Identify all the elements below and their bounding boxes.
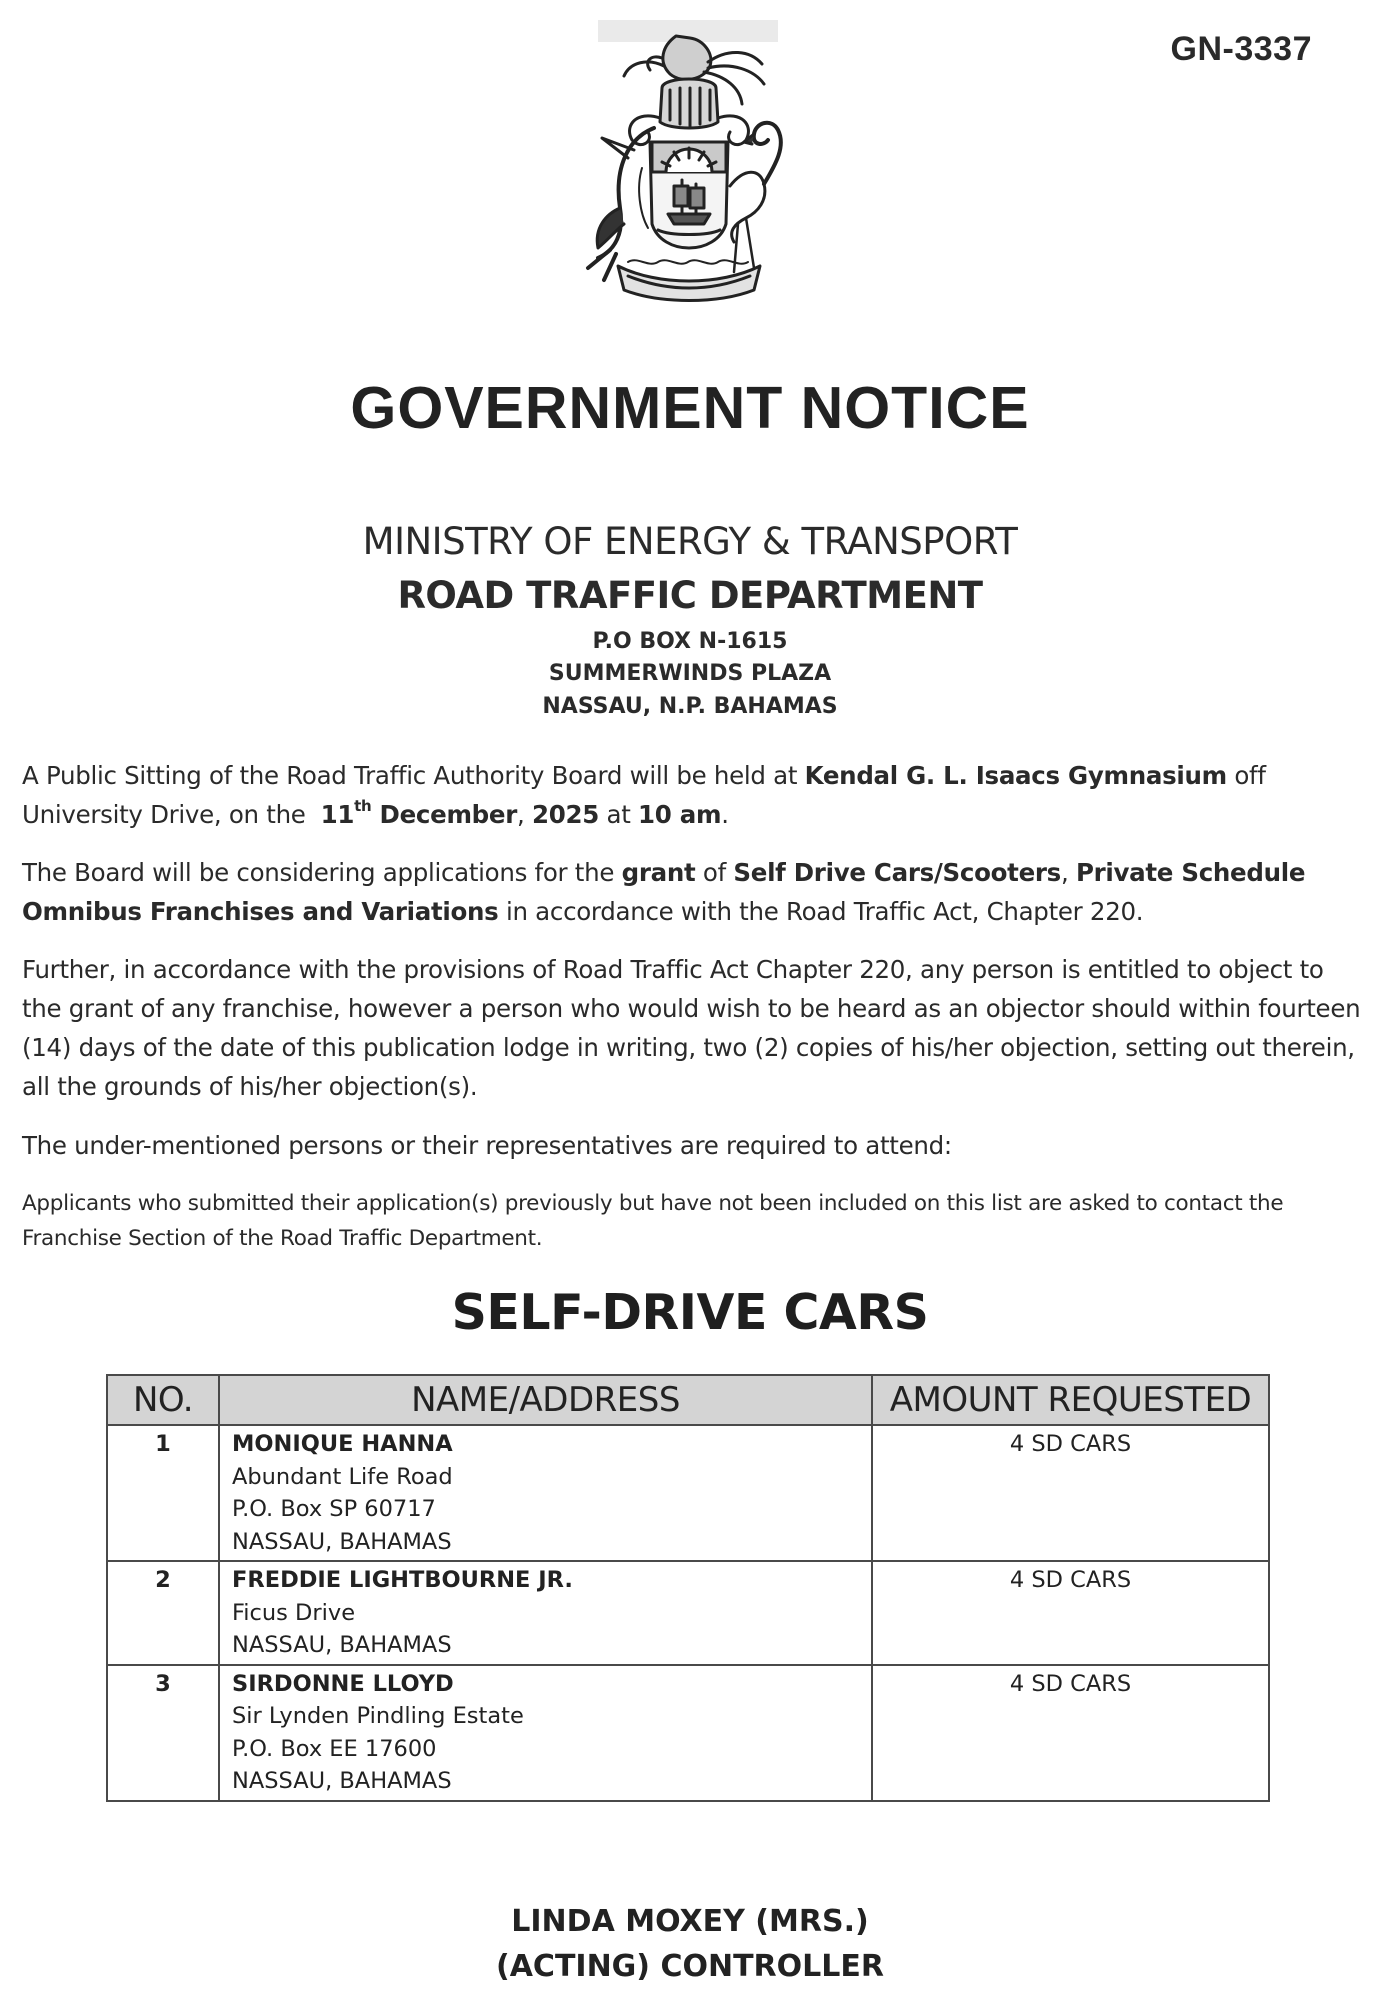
applicant-name: FREDDIE LIGHTBOURNE JR. (232, 1567, 573, 1593)
amount-requested: 4 SD CARS (872, 1425, 1269, 1561)
section-title: SELF-DRIVE CARS (451, 1284, 929, 1341)
applicant-cell (219, 1665, 872, 1801)
applicants-table (106, 1374, 1270, 1802)
coat-of-arms-seal (558, 18, 820, 308)
row-number: 3 (107, 1665, 219, 1801)
page-title: GOVERNMENT NOTICE (350, 375, 1030, 441)
signatory-name: LINDA MOXEY (MRS.) (511, 1904, 869, 1939)
address-line: P.O. Box SP 60717 (232, 1496, 436, 1522)
amount-requested: 4 SD CARS (872, 1561, 1269, 1665)
column-header-no: NO. (107, 1375, 219, 1425)
address-line: NASSAU, BAHAMAS (232, 1632, 452, 1658)
table-row (107, 1425, 1269, 1561)
department-name: ROAD TRAFFIC DEPARTMENT (397, 574, 983, 617)
column-header-amount: AMOUNT REQUESTED (872, 1375, 1269, 1425)
row-number: 2 (107, 1561, 219, 1665)
sitting-paragraph: A Public Sitting of the Road Traffic Authority Board will be held at Kendal G. L. Isaacs Gymnasium off University Drive, on the 11th December, 2025 at 10 am. (22, 761, 1266, 829)
address-plaza: SUMMERWINDS PLAZA (548, 661, 832, 686)
applications-paragraph: The Board will be considering applications for the grant of Self Drive Cars/Scooters, Private Schedule Omnibus Franchises and Variations in accordance with the Road Traffic Act, Chapter 220. (22, 858, 1306, 926)
table-header-row (107, 1375, 1269, 1425)
address-line: Ficus Drive (232, 1599, 356, 1626)
address-line: NASSAU, BAHAMAS (232, 1768, 452, 1794)
amount-requested: 4 SD CARS (872, 1665, 1269, 1801)
applicant-name: SIRDONNE LLOYD (232, 1670, 454, 1697)
address-line: P.O. Box EE 17600 (232, 1735, 437, 1762)
address-city: NASSAU, N.P. BAHAMAS (542, 694, 838, 719)
attendance-paragraph: The under-mentioned persons or their representatives are required to attend: (22, 1131, 952, 1160)
address-line: NASSAU, BAHAMAS (232, 1528, 452, 1555)
row-number: 1 (107, 1425, 219, 1561)
objection-paragraph: Further, in accordance with the provisions of Road Traffic Act Chapter 220, any person is entitled to object to the grant of any franchise, however a person who would wish to be heard as an objector should within fourteen (14) days of the date of this publication lodge in writing, two (2) copies of his/her objection, setting out therein, all the grounds of his/her objection(s). (22, 955, 1361, 1101)
applicant-cell (219, 1425, 872, 1561)
notice-number: GN-3337 (1170, 30, 1312, 68)
applicant-cell (219, 1561, 872, 1665)
contact-paragraph: Applicants who submitted their application(s) previously but have not been included on this list are asked to contact the Franchise Section of the Road Traffic Department. (22, 1191, 1284, 1251)
applicant-name: MONIQUE HANNA (232, 1431, 453, 1457)
table-row (107, 1665, 1269, 1801)
address-line: Abundant Life Road (232, 1463, 453, 1490)
address-line: Sir Lynden Pindling Estate (232, 1703, 524, 1729)
ministry-name: MINISTRY OF ENERGY & TRANSPORT (362, 520, 1018, 563)
table-row (107, 1561, 1269, 1665)
column-header-name-address: NAME/ADDRESS (219, 1375, 872, 1425)
signatory-title: (ACTING) CONTROLLER (496, 1949, 884, 1984)
address-po-box: P.O BOX N-1615 (592, 629, 788, 654)
